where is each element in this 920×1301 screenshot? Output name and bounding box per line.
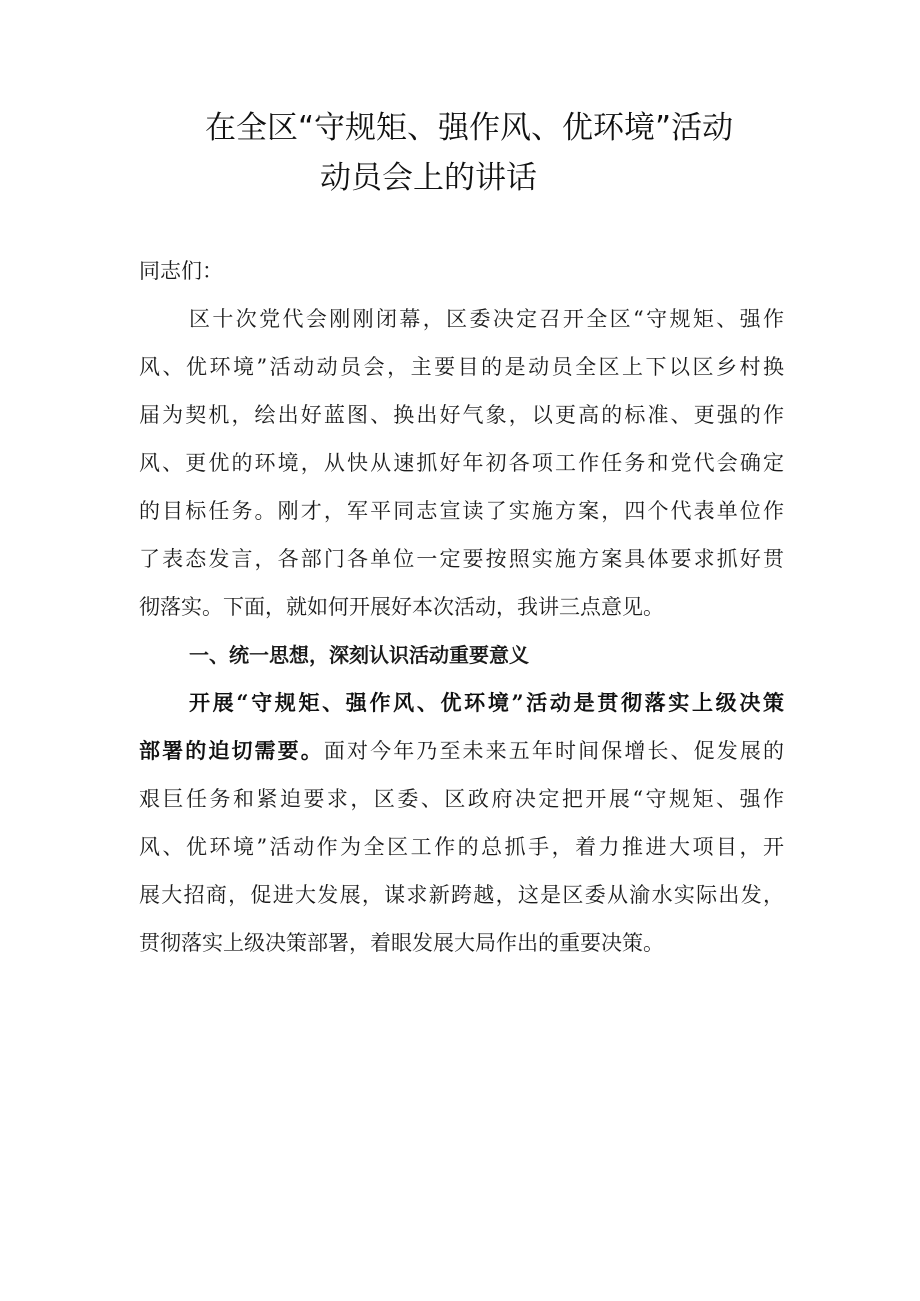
paragraph-1-line-7: 彻落实。下面，就如何开展好本次活动，我讲三点意见。 (139, 595, 664, 619)
paragraph-2-line-5: 展大招商，促进大发展，谋求新跨越，这是区委从渝水实际出发， (139, 883, 784, 907)
paragraph-1-line-6: 了表态发言，各部门各单位一定要按照实施方案具体要求抓好贯 (139, 547, 784, 571)
section-heading-1: 一、统一思想，深刻认识活动重要意义 (189, 643, 529, 667)
document-title-line-1: 在全区“守规矩、强作风、优环境”活动 (205, 110, 734, 146)
paragraph-1-line-4: 风、更优的环境，从快从速抓好年初各项工作任务和党代会确定 (139, 451, 784, 475)
paragraph-2-line-6: 贯彻落实上级决策部署，着眼发展大局作出的重要决策。 (139, 931, 664, 955)
paragraph-2-line-4: 风、优环境”活动作为全区工作的总抓手，着力推进大项目，开 (139, 835, 784, 859)
paragraph-2-line-2 (139, 736, 784, 766)
paragraph-1-line-2: 风、优环境”活动动员会，主要目的是动员全区上下以区乡村换 (139, 355, 784, 379)
salutation: 同志们： (139, 259, 223, 283)
paragraph-1-line-1: 区十次党代会刚刚闭幕，区委决定召开全区“守规矩、强作 (189, 307, 784, 331)
paragraph-2-bold-lead: 部署的迫切需要。 (139, 738, 324, 763)
paragraph-1-line-5: 的目标任务。刚才，军平同志宣读了实施方案，四个代表单位作 (139, 499, 784, 523)
paragraph-2-line-3: 艰巨任务和紧迫要求，区委、区政府决定把开展“守规矩、强作 (139, 787, 784, 811)
paragraph-1-line-3: 届为契机，绘出好蓝图、换出好气象，以更高的标准、更强的作 (139, 403, 784, 427)
paragraph-2-bold-line-1: 开展“守规矩、强作风、优环境”活动是贯彻落实上级决策 (189, 690, 784, 715)
paragraph-2-line-2-rest: 面对今年乃至未来五年时间保增长、促发展的 (323, 739, 784, 763)
document-title-line-2: 动员会上的讲话 (320, 160, 537, 196)
